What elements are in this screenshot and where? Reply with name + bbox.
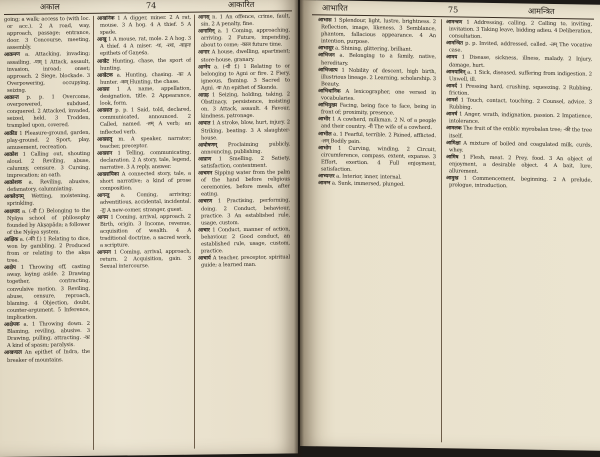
entry-definition: a. Reviling, abusive, defamatory, calumniating.: [7, 179, 90, 194]
entry-headword: आख्यान: [97, 150, 113, 157]
entry-headword: आख्यात: [97, 107, 113, 115]
entry-headword: आभोग: [318, 144, 331, 152]
entry-definition: 1 Pressing hard, crushing, squeezing. 2 Rubbing, friction.: [449, 83, 592, 97]
dictionary-entry: [4, 321, 90, 350]
dictionary-entry: [446, 19, 592, 43]
right-column-divider: [441, 19, 442, 442]
entry-headword: आक्लेदनम्: [4, 194, 24, 201]
entry-definition: 1 Smelling. 2 Satiety, satisfaction, contentment.: [201, 155, 290, 170]
entry-definition: The fruit of the emblic myrobalan tree; -की the tree itself.: [449, 125, 592, 140]
entry-definition: 1 A mouse, rat, mole. 2 A hog. 3 A thief. 4 A miser. -पः, -रथः, -वाहनः epithets of Gaṇeśa.: [100, 35, 191, 58]
dictionary-entry: [198, 91, 290, 120]
entry-headword: आघ्राण: [198, 156, 212, 163]
entry-definition: 1 Coming, arrival, approach, return. 2 Acquisition, gain. 3 Sexual intercourse.: [100, 248, 191, 271]
entry-headword: आचमन: [198, 170, 213, 177]
dictionary-entry: [4, 129, 90, 151]
entry-definition: An epithet of Indra, the breaker of mountains.: [7, 349, 90, 364]
dictionary-entry: [198, 49, 290, 64]
dictionary-entry: [4, 51, 90, 95]
entry-definition: 1 Commencement, beginning. 2 A prelude, prologue, introduction.: [449, 175, 592, 190]
dictionary-entry: [4, 94, 90, 131]
entry-definition: 1 Flesh, meat. 2 Prey, food. 3 An object of enjoyment, a desirable object. 4 A bait, lure, allurement.: [449, 154, 592, 175]
entry-definition: A teacher, preceptor, spiritual guide; a learned man.: [201, 254, 290, 269]
dictionary-entry: [318, 180, 436, 189]
entry-headword: आग्रह: [198, 92, 209, 99]
entry-definition: 1 Throwing off, casting away, laying aside. 2 Drawing together, contracting, convulsive motion. 3 Reviling, abuse, censure, reproach, blaming. 4 Objection, doubt, counter-argument. 5 Inference, implication.: [7, 264, 90, 321]
dictionary-entry: [97, 171, 191, 193]
dictionary-entry: [97, 135, 191, 150]
dictionary-entry: [4, 193, 90, 208]
left-column-divider-2: [194, 15, 195, 449]
dictionary-entry: [97, 149, 191, 171]
dictionary-entry: [198, 63, 290, 92]
dictionary-entry: [97, 71, 191, 86]
entry-definition: 1 A digger, miner. 2 A rat, mouse. 3 A hog. 4 A thief. 5 A spade.: [100, 14, 191, 36]
entry-definition: Wetting, moistening, sprinkling.: [7, 193, 90, 208]
entry-headword: आमुख: [446, 175, 459, 182]
entry-definition: 1 Practising, performing, doing. 2 Conduct, behaviour, practice. 3 An established rule, usage, custom.: [201, 197, 290, 227]
right-header-guide-word-last: आमन्त्रित: [528, 6, 555, 16]
entry-headword: आभ्यन्तर: [318, 173, 335, 180]
entry-definition: p. p. 1 Said, told, declared, communicated, announced. 2 Called, named. -तम् A verb; an inflected verb.: [100, 106, 191, 136]
entry-headword: आमिक्षा: [446, 139, 461, 147]
dictionary-entry: [4, 16, 90, 53]
entry-definition: going; a walk; access to (with loc. or acc.). 2 A road, way, approach, passage; entrance, door. 3 Concourse, meeting, assembly.: [4, 15, 90, 52]
entry-headword: आमर्द: [446, 83, 457, 90]
entry-headword: आगन्तु: [97, 193, 110, 200]
dictionary-entry: [198, 141, 290, 156]
dictionary-entry: [446, 154, 592, 178]
entry-definition: 1 Addressing, calling. 2 Calling to, inviting, invitation. 3 Taking leave, bidding adieu. 4 Deliberation, consultation.: [449, 19, 592, 41]
entry-headword: आभिमुख्य: [318, 102, 337, 109]
entry-definition: Facing, being face to face, being in front of; proximity, presence.: [321, 102, 436, 117]
book-gutter: [294, 0, 304, 457]
entry-headword: आमर्ष: [446, 111, 458, 118]
entry-definition: a. Hunting, chasing. -कः A hunter. -कम् Hunting, the chase.: [100, 71, 191, 86]
entry-definition: n. 1 An offence, crime, fault, sin. 2 A penalty, fine.: [201, 13, 290, 28]
entry-headword: आगार: [198, 49, 210, 57]
dictionary-entry: [198, 198, 290, 227]
entry-headword: आमर्श: [446, 97, 458, 104]
entry-headword: आक्रीड: [4, 130, 18, 137]
entry-definition: A house, dwelling, apartment; store-house, granary.: [201, 48, 290, 64]
entry-definition: a. (-यी f.) 1 Relating to or belonging to Agni or fire. 2 Fiery, igneous, flaming. 3 Sacred to Agni. -यः An epithet of Skanda.: [201, 63, 290, 92]
entry-headword: आखेट: [97, 58, 109, 65]
left-column-2: [97, 15, 191, 450]
left-page-number: 74: [146, 1, 157, 11]
entry-definition: a. 1 Throwing down. 2 Blaming, reviling, abusive. 3 Drawing, pulling, attracting. -कः A kind of spasm; paralysis.: [7, 320, 90, 350]
right-page-number: 75: [448, 5, 459, 15]
dictionary-entry: [97, 213, 191, 250]
dictionary-entry: [4, 236, 90, 265]
entry-headword: आभिजात्य: [318, 66, 338, 74]
entry-headword: आक्षेपक: [4, 321, 20, 328]
entry-definition: 1 Conduct, manner of action, behaviour. 2 Good conduct, an established rule, usage, custom, practice.: [201, 226, 290, 255]
entry-definition: 1 A stroke, blow, hurt, injury. 2 Striking, beating. 3 A slaughter-house.: [201, 119, 290, 142]
dictionary-entry: [198, 13, 290, 28]
dictionary-entry: [97, 57, 191, 72]
dictionary-entry: [4, 349, 90, 364]
entry-definition: 1 Seizing, holding, taking. 2 Obstinacy, persistence, insisting on. 3 Attack, assault. 4 Favour, kindness, patronage.: [201, 91, 290, 120]
entry-definition: a. (-दी f.) Belonging to the Nyāya school of philosophy founded by Akṣapāda; a follower of the Nyāya system.: [7, 207, 90, 236]
entry-headword: आगमन: [97, 249, 111, 256]
entry-headword: आभासुर: [318, 45, 334, 52]
dictionary-entry: [446, 175, 592, 191]
entry-headword: आमग्न: [318, 180, 331, 187]
right-header-guide-word-first: आभारित: [322, 3, 348, 13]
entry-headword: आभिजन: [318, 52, 335, 60]
dictionary-entry: [4, 207, 90, 236]
entry-headword: आख्यातृ: [97, 136, 113, 143]
entry-definition: 1 Touch, contact, touching. 2 Counsel, advice. 3 Rubbing.: [449, 97, 592, 111]
entry-headword: आख्यायिका: [97, 171, 119, 178]
left-header-guide-word-first: अकाल: [40, 2, 60, 12]
entry-definition: Proclaiming publicly, announcing, publishing.: [201, 141, 290, 156]
dictionary-entry: [97, 15, 191, 37]
dictionary-entry: [4, 151, 90, 180]
right-column-2: [446, 19, 592, 444]
entry-headword: आखेटक: [97, 72, 113, 79]
entry-definition: 1 Calling out, shouting aloud. 2 Reviling, abuse, calumny, censure. 3 Cursing, imprecation; an oath.: [7, 150, 90, 179]
left-column-1: [4, 16, 90, 451]
entry-headword: आभील: [318, 130, 332, 137]
entry-headword: आघोषणम्: [198, 142, 218, 149]
entry-definition: 1 Nobility of descent, high birth, illustrious lineage. 2 Learning, scholarship. 3 Beauty.: [321, 67, 436, 88]
left-header-guide-word-last: आकारित: [228, 0, 255, 10]
dictionary-entry: [97, 107, 191, 137]
dictionary-entry: [198, 155, 290, 170]
entry-headword: आचार: [198, 227, 210, 234]
entry-definition: a. Interior, inner, internal.: [334, 173, 402, 181]
entry-definition: A mixture of boiled and coagulated milk, curds, whey.: [449, 140, 592, 154]
entry-headword: आमन्त्रित: [446, 40, 463, 47]
left-page: [0, 0, 298, 457]
entry-definition: a. 1 Sick, diseased, suffering from indigestion. 2 Unwell, ill.: [449, 69, 592, 83]
entry-definition: 1 Curving, winding. 2 Circuit, circumference, compass, extent, expanse. 3 Effort, exertion. 4 Full enjoyment, satisfaction.: [321, 145, 436, 173]
entry-headword: आभिधानिक: [318, 88, 341, 95]
entry-headword: आखनिक: [97, 15, 115, 22]
entry-definition: 1 A name, appellation, designation, title. 2 Appearance, look, form.: [100, 85, 191, 107]
left-column-divider-1: [93, 16, 94, 450]
entry-definition: 1 Anger, wrath, indignation, passion. 2 Impatience, intolerance.: [449, 111, 592, 126]
dictionary-entry: [198, 226, 290, 255]
dictionary-entry: [4, 179, 90, 194]
entry-headword: आखण्डल: [4, 350, 22, 357]
dictionary-entry: [97, 249, 191, 271]
entry-definition: 1 Splendour, light, lustre, brightness. 2 Reflection, image, likeness. 3 Semblance, phantom, fallacious appearance. 4 An intention, purpose.: [321, 17, 436, 46]
entry-definition: p. p. Invited, addressed, called. -तम् The vocative case.: [449, 40, 592, 54]
dictionary-entry: [318, 145, 436, 175]
entry-definition: A connected story, tale, a short narrative; a kind of prose composition.: [100, 170, 191, 193]
entry-definition: a. 1 Coming, approaching, arriving. 2 Future, impending, about to come; -काल future time.: [201, 27, 290, 49]
dictionary-entry: [318, 67, 436, 90]
right-column-1: [318, 17, 436, 442]
entry-headword: आक्रोशक: [4, 179, 22, 187]
dictionary-entry: [198, 255, 290, 270]
entry-definition: p. p. 1 Overcome, overpowered, subdued, conquered. 2 Attacked, invaded, seized, held. 3 Trodden, trampled upon, covered.: [7, 93, 90, 130]
entry-definition: 1 Coming, arrival, approach. 2 Birth, origin. 3 Income, revenue, acquisition of wealth. 4 A traditional doctrine, a sacred work, a scripture.: [100, 213, 191, 249]
entry-headword: आगस्: [198, 14, 210, 21]
entry-definition: Sipping water from the palm of the hand before religious ceremonies, before meals, after eating.: [201, 169, 290, 198]
entry-headword: आग्नेय: [198, 64, 211, 71]
entry-headword: आखु: [97, 36, 107, 44]
entry-definition: a. Shining, glittering, brilliant.: [333, 45, 413, 54]
entry-definition: 1 Disease, sickness, illness, malady. 2 Injury, damage, hurt.: [449, 54, 592, 69]
entry-headword: आक्षिक: [4, 236, 19, 243]
dictionary-entry: [198, 170, 290, 199]
entry-definition: Hunting, chase, the sport of hunting.: [100, 57, 191, 72]
dictionary-entry: [97, 36, 191, 58]
entry-headword: आक्रमण: [4, 52, 20, 59]
entry-definition: m. A speaker, narrator; teacher, preceptor.: [100, 135, 191, 150]
entry-headword: आचार्य: [198, 255, 211, 262]
entry-headword: आमयाविन्: [446, 68, 466, 76]
entry-headword: आगामिन्: [198, 28, 215, 35]
left-column-3: [198, 13, 290, 448]
entry-definition: a. Sunk, immersed, plunged.: [330, 180, 405, 188]
entry-definition: a. Coming, arriving; adventitious, accidental, incidental. -तुः A new-comer, stranger, guest.: [100, 192, 191, 214]
entry-definition: a. 1 Fearful, terrible. 2 Pained, afflicted. -लम् Bodily pain.: [321, 130, 436, 145]
entry-headword: आक्षपाद: [4, 208, 20, 215]
entry-headword: आमय: [446, 54, 458, 61]
entry-headword: आक्षेप: [4, 265, 16, 272]
entry-definition: A lexicographer, one versed in vocabularies.: [321, 88, 436, 102]
right-page: [300, 0, 600, 451]
entry-definition: a. Attacking, invading; assailing. -णम् 1 Attack, assault, invasion, inroad; onset; approach. 2 Siege, blockade. 3 Overpowering, occupying, seizing.: [7, 51, 90, 94]
entry-headword: आभास: [318, 17, 332, 24]
entry-headword: आख्या: [97, 86, 110, 93]
dictionary-entry: [198, 120, 290, 142]
entry-definition: 1 A cowherd, milkman. 2 N. of a people and their country. -री The wife of a cowherd.: [321, 116, 436, 132]
entry-definition: 1 Telling, communicating, declaration. 2 A story, tale, legend, narrative. 3 A reply, answer.: [100, 149, 191, 171]
dictionary-entry: [318, 17, 436, 47]
dictionary-entry: [4, 264, 90, 322]
dictionary-entry: [97, 86, 191, 108]
entry-definition: a. Belonging to a family, native, hereditary.: [321, 53, 436, 67]
entry-headword: आमलक: [446, 125, 462, 132]
entry-headword: आभीर: [318, 116, 331, 123]
entry-headword: आगम: [97, 214, 109, 221]
dictionary-entry: [97, 192, 191, 214]
entry-headword: आक्रोश: [4, 151, 18, 158]
entry-headword: आक्रान्त: [4, 94, 19, 101]
entry-headword: आघात: [198, 120, 211, 127]
entry-headword: आचरण: [198, 198, 213, 206]
entry-headword: आमन्त्रण: [446, 19, 463, 26]
entry-definition: a. (-की f.) 1 Relating to dice, won by gambling. 2 Produced from or relating to the akṣa tree.: [7, 235, 90, 265]
entry-headword: आमिष: [446, 154, 459, 161]
entry-definition: 1 Pleasure-ground, garden, play-ground. 2 Sport, play, amusement, recreation.: [7, 129, 90, 151]
dictionary-entry: [198, 28, 290, 50]
